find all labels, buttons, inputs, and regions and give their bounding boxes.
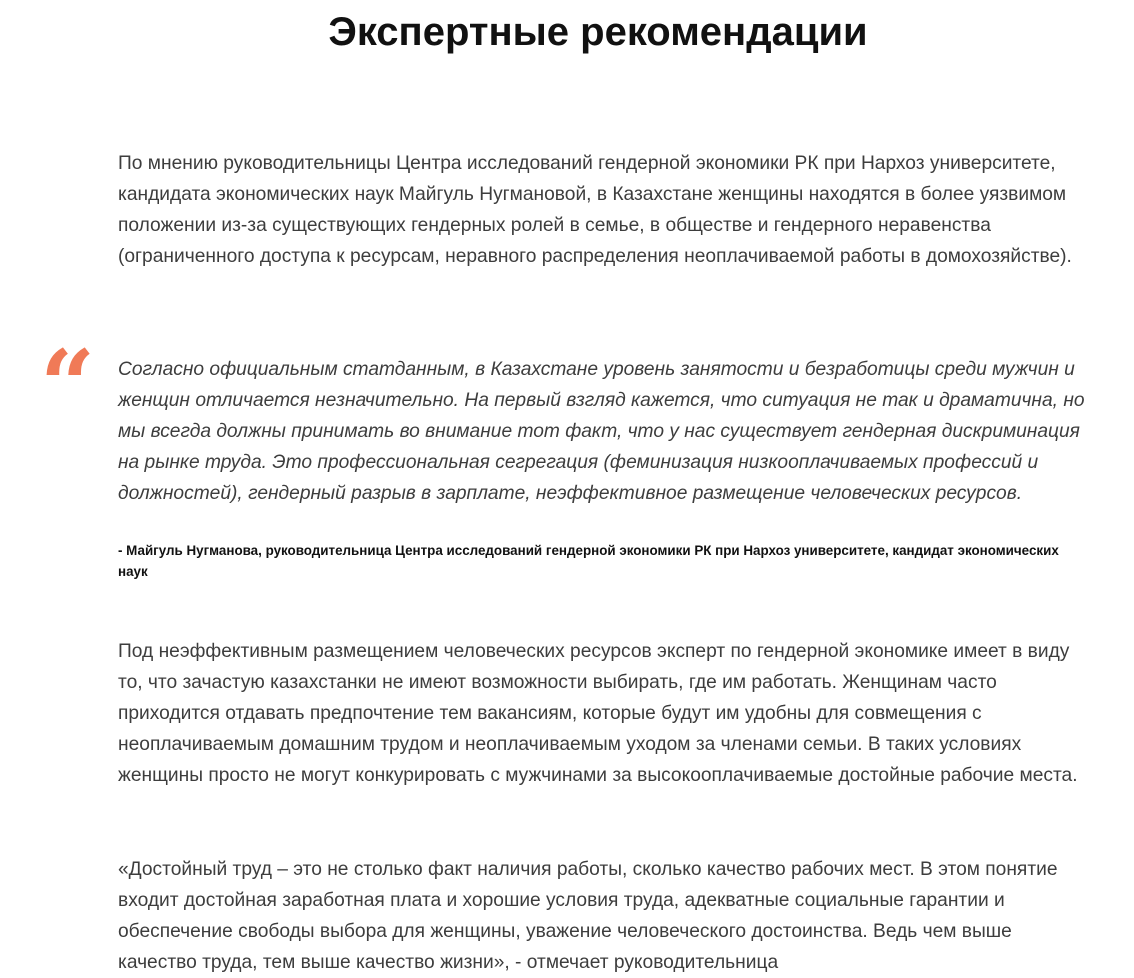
quote-author: - Майгуль Нугманова, руководительница Центра исследований гендерной экономики РК при Нархоз университете, кандидат экономических наук bbox=[118, 543, 1059, 579]
quote-mark-icon: “ bbox=[40, 329, 96, 442]
paragraph-employment: Под неэффективным размещением человеческих ресурсов эксперт по гендерной экономике имеет в виду то, что зачастую казахстанки не имеют возможности выбирать, где им работать. Женщинам часто приходится отдавать предпочтение тем вакансиям, которые будут им удобны для совмещения с неоплачиваемым домашним трудом и неоплачиваемым уходом за членами семьи. В таких условиях женщины просто не могут конкурировать с мужчинами за высокооплачиваемые достойные рабочие места. bbox=[118, 641, 1078, 786]
page-title: Экспертные рекомендации bbox=[328, 10, 868, 54]
paragraph-intro: По мнению руководительницы Центра исследований гендерной экономики РК при Нархоз университете, кандидата экономических наук Майгуль Нугмановой, в Казахстане женщины находятся в более уязвимом положении из-за существующих гендерных ролей в семье, в обществе и гендерного неравенства (ограниченного доступа к ресурсам, неравного распределения неоплачиваемой работы в домохозяйстве). bbox=[118, 153, 1072, 267]
paragraph-decent-work: «Достойный труд – это не столько факт наличия работы, сколько качество рабочих мест. В этом понятие входит достойная заработная плата и хорошие условия труда, адекватные социальные гарантии и обеспечение свободы выбора для женщины, уважение человеческого достоинства. Ведь чем выше качество труда, тем выше качество жизни», - отмечает руководительница bbox=[118, 859, 1058, 973]
quote-text: Согласно официальным статданным, в Казахстане уровень занятости и безработицы среди мужчин и женщин отличается незначительно. На первый взгляд кажется, что ситуация не так и драматична, но мы всегда должны принимать во внимание тот факт, что у нас существует гендерная дискриминация на рынке труда. Это профессиональная сегрегация (феминизация низкооплачиваемых профессий и должностей), гендерный разрыв в зарплате, неэффективное размещение человеческих ресурсов. bbox=[118, 359, 1085, 504]
